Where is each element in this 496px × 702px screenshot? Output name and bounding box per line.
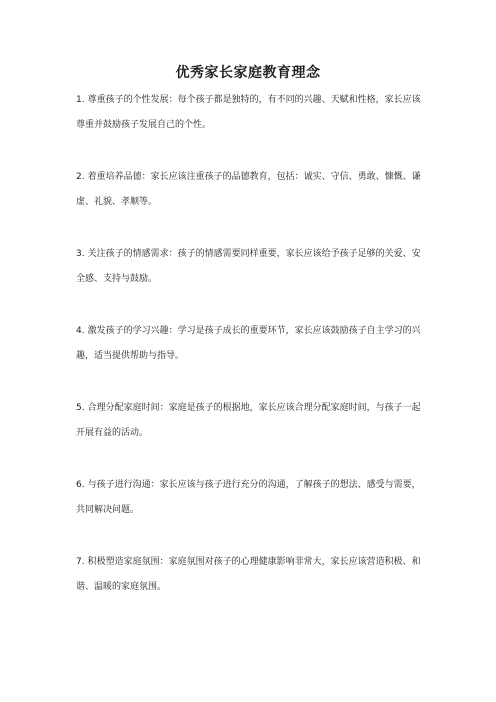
list-item [76, 242, 426, 292]
item-number: 5. [76, 403, 85, 413]
item-text: 与孩子进行沟通：家长应该与孩子进行充分的沟通，了解孩子的想法、感受与需要，共同解决问题。 [76, 480, 421, 515]
item-text: 合理分配家庭时间：家庭是孩子的根据地，家长应该合理分配家庭时间，与孩子一起开展有益的活动。 [76, 403, 421, 438]
item-number: 4. [76, 326, 85, 336]
item-text: 关注孩子的情感需求：孩子的情感需要同样重要，家长应该给予孩子足够的关爱、安全感、支持与鼓励。 [76, 249, 421, 284]
item-text: 激发孩子的学习兴趣：学习是孩子成长的重要环节，家长应该鼓励孩子自主学习的兴趣，适当提供帮助与指导。 [76, 326, 421, 361]
item-number: 6. [76, 480, 85, 490]
item-number: 1. [76, 95, 85, 105]
item-text: 着重培养品德：家长应该注重孩子的品德教育，包括：诚实、守信、勇敢、慷慨、谦虚、礼貌、孝顺等。 [76, 172, 421, 207]
list-item [76, 319, 426, 369]
item-number: 3. [76, 249, 85, 259]
list-item [76, 88, 426, 138]
list-item [76, 396, 426, 446]
list-item [76, 550, 426, 600]
item-number: 7. [76, 557, 85, 567]
item-text: 尊重孩子的个性发展：每个孩子都是独特的，有不同的兴趣、天赋和性格，家长应该尊重并鼓励孩子发展自己的个性。 [76, 95, 421, 130]
list-item [76, 473, 426, 523]
item-number: 2. [76, 172, 85, 182]
document-title: 优秀家长家庭教育理念 [175, 65, 321, 81]
list-item [76, 165, 426, 215]
item-text: 积极塑造家庭氛围：家庭氛围对孩子的心理健康影响非常大，家长应该营造积极、和谐、温暖的家庭氛围。 [76, 557, 421, 592]
